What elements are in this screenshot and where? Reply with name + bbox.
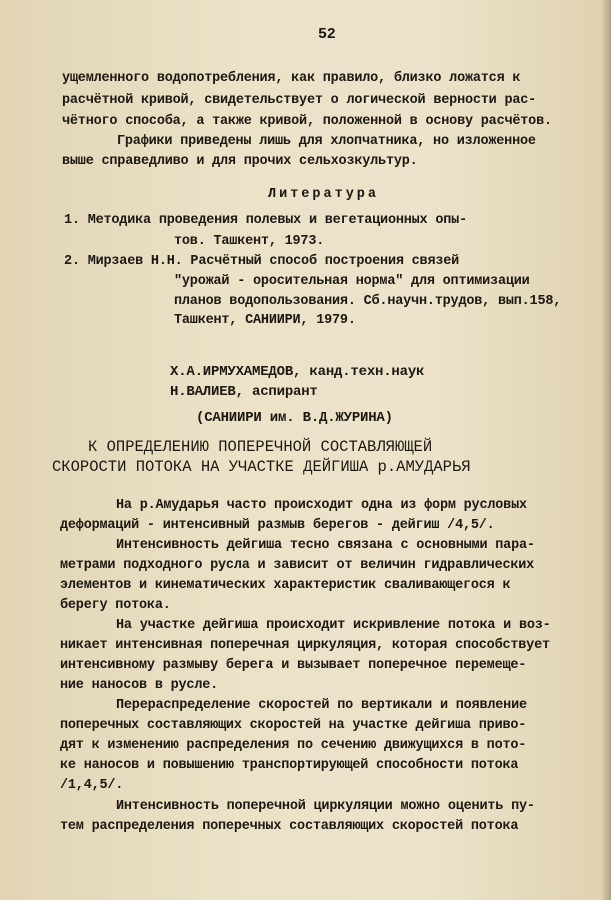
article-title-line: К ОПРЕДЕЛЕНИЮ ПОПЕРЕЧНОЙ СОСТАВЛЯЮЩЕЙ (88, 438, 433, 456)
body-line: Перераспределение скоростей по вертикали и появление (116, 698, 527, 713)
literature-heading: Литература (268, 187, 380, 202)
body-line: берегу потока. (60, 598, 171, 613)
body-line: тем распределения поперечных составляющих скоростей потока (60, 819, 519, 834)
reference-line: 2. Мирзаев Н.Н. Расчётный способ построения связей (64, 254, 460, 269)
author-line: Х.А.ИРМУХАМЕДОВ, канд.техн.наук (170, 364, 425, 380)
body-line: /1,4,5/. (60, 778, 124, 793)
reference-line: "урожай - оросительная норма" для оптимизации (174, 274, 530, 289)
intro-line: выше справедливо и для прочих сельхозкультур. (62, 154, 418, 169)
intro-line: Графики приведены лишь для хлопчатника, но изложенное (117, 134, 536, 149)
body-line: ние наносов в русле. (60, 678, 219, 693)
author-line: Н.ВАЛИЕВ, аспирант (170, 384, 318, 400)
article-title-line: СКОРОСТИ ПОТОКА НА УЧАСТКЕ ДЕЙГИША р.АМУДАРЬЯ (52, 458, 471, 476)
body-line: никает интенсивная поперечная циркуляция, которая способствует (60, 638, 550, 653)
body-line: метрами подходного русла и зависит от величин гидравлических (60, 558, 535, 573)
body-line: Интенсивность поперечной циркуляции можно оценить пу- (116, 799, 535, 814)
body-line: элементов и кинематических характеристик сваливающегося к (60, 578, 511, 593)
reference-line: планов водопользования. Сб.научн.трудов, вып.158, (174, 294, 562, 309)
body-line: поперечных составляющих скоростей на участке дейгиша приво- (60, 718, 527, 733)
body-line: ке наносов и повышению транспортирующей способности потока (60, 758, 519, 773)
intro-line: ущемленного водопотребления, как правило, близко ложатся к (62, 71, 521, 86)
page-edge-shadow (601, 0, 611, 900)
body-line: интенсивному размыву берега и вызывает поперечное перемеще- (60, 658, 527, 673)
body-line: На участке дейгиша происходит искривление потока и воз- (116, 618, 551, 633)
page-number: 52 (318, 26, 336, 43)
body-line: деформаций - интенсивный размыв берегов - дейгиш /4,5/. (60, 518, 495, 533)
reference-line: 1. Методика проведения полевых и вегетационных опы- (64, 213, 467, 228)
body-line: На р.Амударья часто происходит одна из форм русловых (116, 498, 527, 513)
intro-line: чётного способа, а также кривой, положенной в основу расчётов. (62, 114, 552, 129)
reference-line: Ташкент, САНИИРИ, 1979. (174, 313, 356, 328)
institution: (САНИИРИ им. В.Д.ЖУРИНА) (196, 410, 393, 426)
reference-line: тов. Ташкент, 1973. (174, 234, 325, 249)
body-line: Интенсивность дейгиша тесно связана с основными пара- (116, 538, 535, 553)
body-line: дят к изменению распределения по сечению движущихся в пото- (60, 738, 527, 753)
intro-line: расчётной кривой, свидетельствует о логической верности рас- (62, 93, 537, 108)
